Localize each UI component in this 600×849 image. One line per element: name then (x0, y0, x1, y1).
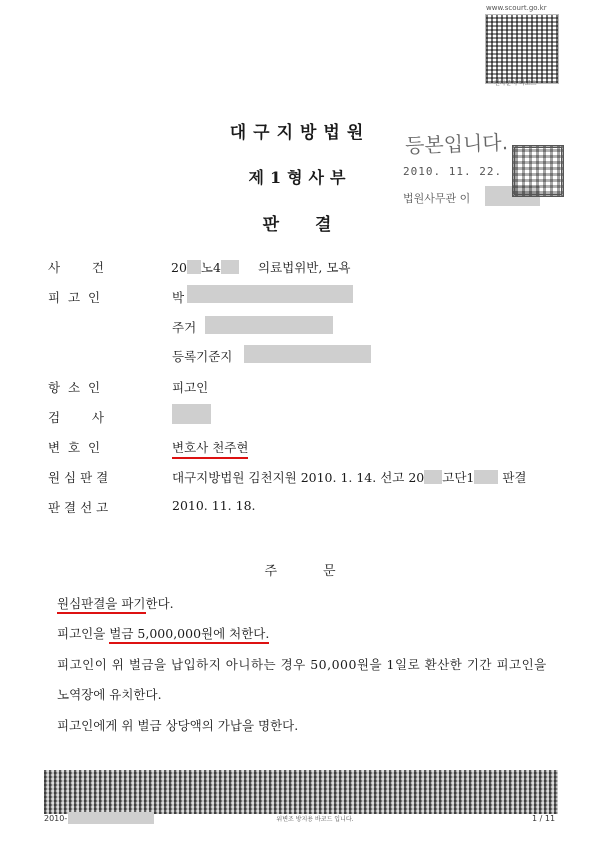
registered-address-label: 등록기준지 (172, 349, 233, 364)
qr-caption: 전자문서 바코드 (494, 80, 537, 87)
pronouncement-label: 판 결 선 고 (48, 500, 109, 515)
case-number-prefix: 20 (171, 260, 187, 275)
original-judgment-text-a: 대구지방법원 김천지원 2010. 1. 14. 선고 20 (172, 470, 425, 485)
order-line-2-underlined: 벌금 5,000,000원에 처한다. (109, 626, 269, 644)
order-line-2-pre: 피고인을 (57, 626, 110, 641)
charges: 의료법위반, 모욕 (258, 260, 351, 275)
order-line-1 (57, 594, 174, 612)
division-heading: 제1형사부 (248, 168, 352, 187)
defendant-name-redaction (187, 285, 353, 303)
case-number-redaction-2 (221, 260, 239, 274)
document-type-heading: 판결 (262, 215, 368, 235)
anti-forgery-barcode-icon (44, 770, 558, 814)
address-redaction (205, 316, 333, 334)
original-judgment-redaction-2 (474, 470, 498, 484)
court-name-heading: 대구지방법원 (229, 123, 371, 143)
case-label: 사 건 (48, 260, 104, 275)
case-number (171, 258, 239, 276)
original-judgment-value (172, 468, 527, 486)
qr-code-icon (485, 14, 559, 84)
court-seal-icon (512, 145, 564, 197)
original-judgment-text-b: 고단1 (442, 470, 475, 485)
certified-copy-stamp: 등본입니다. (404, 130, 509, 158)
appellant-value: 피고인 (172, 380, 209, 395)
case-number-mid: 노4 (200, 260, 221, 275)
address-label: 주거 (172, 320, 197, 335)
original-judgment-text-c: 판결 (502, 470, 527, 485)
original-judgment-redaction-1 (424, 470, 442, 484)
prosecutor-label: 검 사 (48, 410, 104, 425)
appellant-label: 항 소 인 (48, 380, 101, 395)
defendant-name-prefix: 박 (172, 290, 185, 305)
registered-address-redaction (244, 345, 371, 363)
counsel-label: 변 호 인 (48, 440, 101, 455)
certification-date: 2010. 11. 22. (403, 165, 503, 178)
prosecutor-redaction (172, 404, 211, 424)
order-line-5: 피고인에게 위 벌금 상당액의 가납을 명한다. (57, 718, 299, 733)
counsel-value: 변호사 천주현 (172, 438, 248, 459)
order-heading: 주문 (264, 564, 382, 579)
page-number: 1 / 11 (532, 814, 556, 823)
original-judgment-label: 원 심 판 결 (48, 470, 109, 485)
defendant-label: 피 고 인 (48, 290, 101, 305)
court-url-text: www.scourt.go.kr (486, 4, 547, 12)
order-line-1-underlined: 원심판결을 파기 (57, 596, 146, 614)
order-line-3: 피고인이 위 벌금을 납입하지 아니하는 경우 50,000원을 1일로 환산한 기간 피고인을 (57, 657, 547, 672)
order-line-1-rest: 한다. (145, 596, 174, 611)
case-number-redaction-1 (187, 260, 201, 274)
clerk-label: 법원사무관 이 (403, 192, 471, 205)
order-line-2 (57, 624, 269, 642)
document-id-prefix: 2010- (44, 814, 68, 823)
pronouncement-date: 2010. 11. 18. (172, 498, 256, 513)
order-line-4: 노역장에 유치한다. (57, 687, 162, 702)
anti-forgery-note: 위변조 방지용 바코드 입니다. (276, 816, 354, 823)
